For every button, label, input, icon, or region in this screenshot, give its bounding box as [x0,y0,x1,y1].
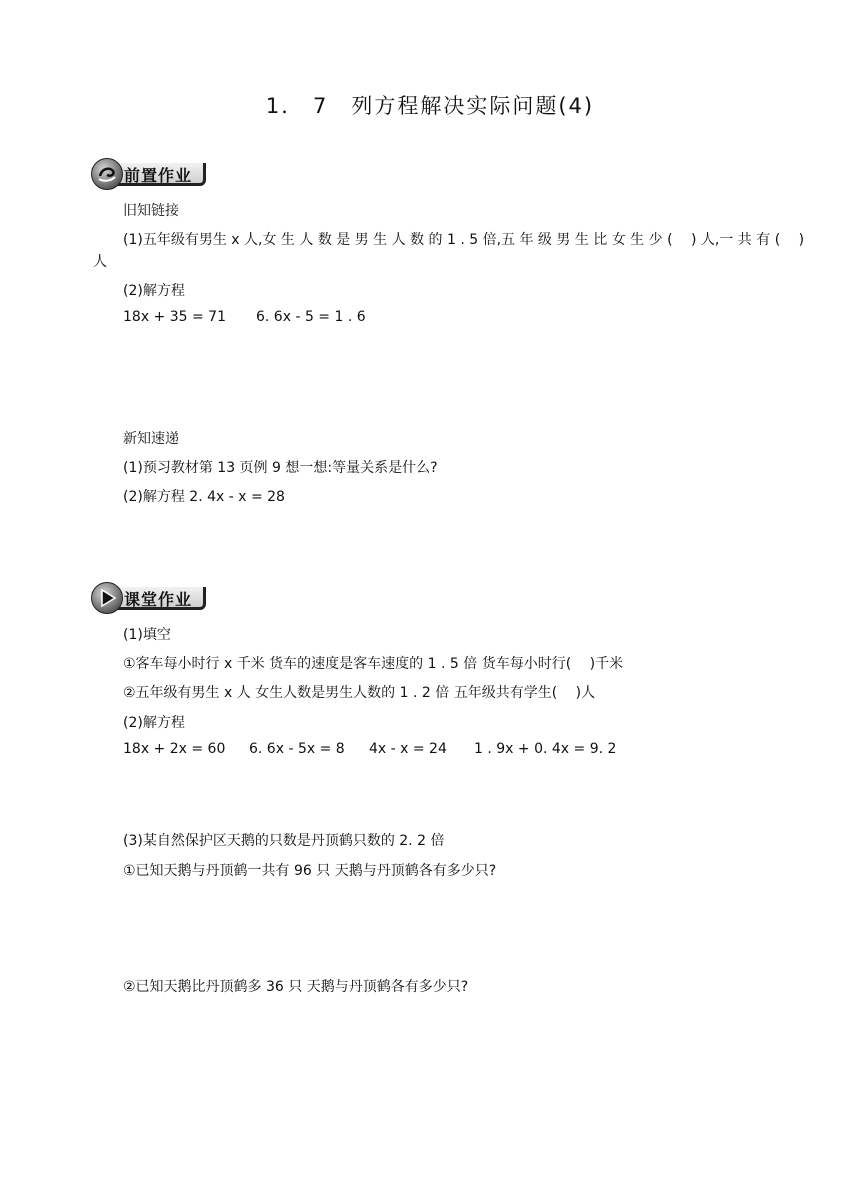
question-3-part-1: ①已知天鹅与丹顶鹤一共有 96 只 天鹅与丹顶鹤各有多少只? [123,863,497,879]
new-question-1: (1)预习教材第 13 页例 9 想一想:等量关系是什么? [123,460,438,476]
question-3: (3)某自然保护区天鹅的只数是丹顶鹤只数的 2. 2 倍 [123,833,445,849]
section-header-classwork [91,582,209,616]
fill-blank-1: ①客车每小时行 x 千米 货车的速度是客车速度的 1 . 5 倍 货车每小时行( )千米 [123,656,624,672]
new-knowledge-label: 新知速递 [123,431,179,447]
equation: 1 . 9x + 0. 4x = 9. 2 [474,741,617,757]
equation: 18x + 35 = 71 [123,309,226,325]
play-icon [91,582,123,614]
section-title: 前置作业 [124,166,193,185]
section-header-preview [91,158,209,192]
equation: 6. 6x - 5 = 1 . 6 [256,309,366,325]
new-question-2: (2)解方程 2. 4x - x = 28 [123,489,285,505]
solve-label: (2)解方程 [123,715,185,731]
question-1-line-2: 人 [93,254,107,270]
section-title: 课堂作业 [124,590,193,609]
old-knowledge-label: 旧知链接 [123,203,179,219]
preview-icon [91,158,123,190]
question-1-line-1: (1)五年级有男生 x 人,女 生 人 数 是 男 生 人 数 的 1 . 5 倍,五 年 级 男 生 比 女 生 少 ( ) 人,一 共 有 ( ) [123,232,805,248]
question-2-label: (2)解方程 [123,283,185,299]
equation: 18x + 2x = 60 [123,741,226,757]
equation: 6. 6x - 5x = 8 [249,741,345,757]
question-3-part-2: ②已知天鹅比丹顶鹤多 36 只 天鹅与丹顶鹤各有多少只? [123,979,469,995]
fill-blank-2: ②五年级有男生 x 人 女生人数是男生人数的 1 . 2 倍 五年级共有学生( )人 [123,685,596,701]
page-title: 1． 7 列方程解决实际问题(4) [265,94,595,118]
fill-blank-label: (1)填空 [123,627,171,643]
equation: 4x - x = 24 [369,741,447,757]
